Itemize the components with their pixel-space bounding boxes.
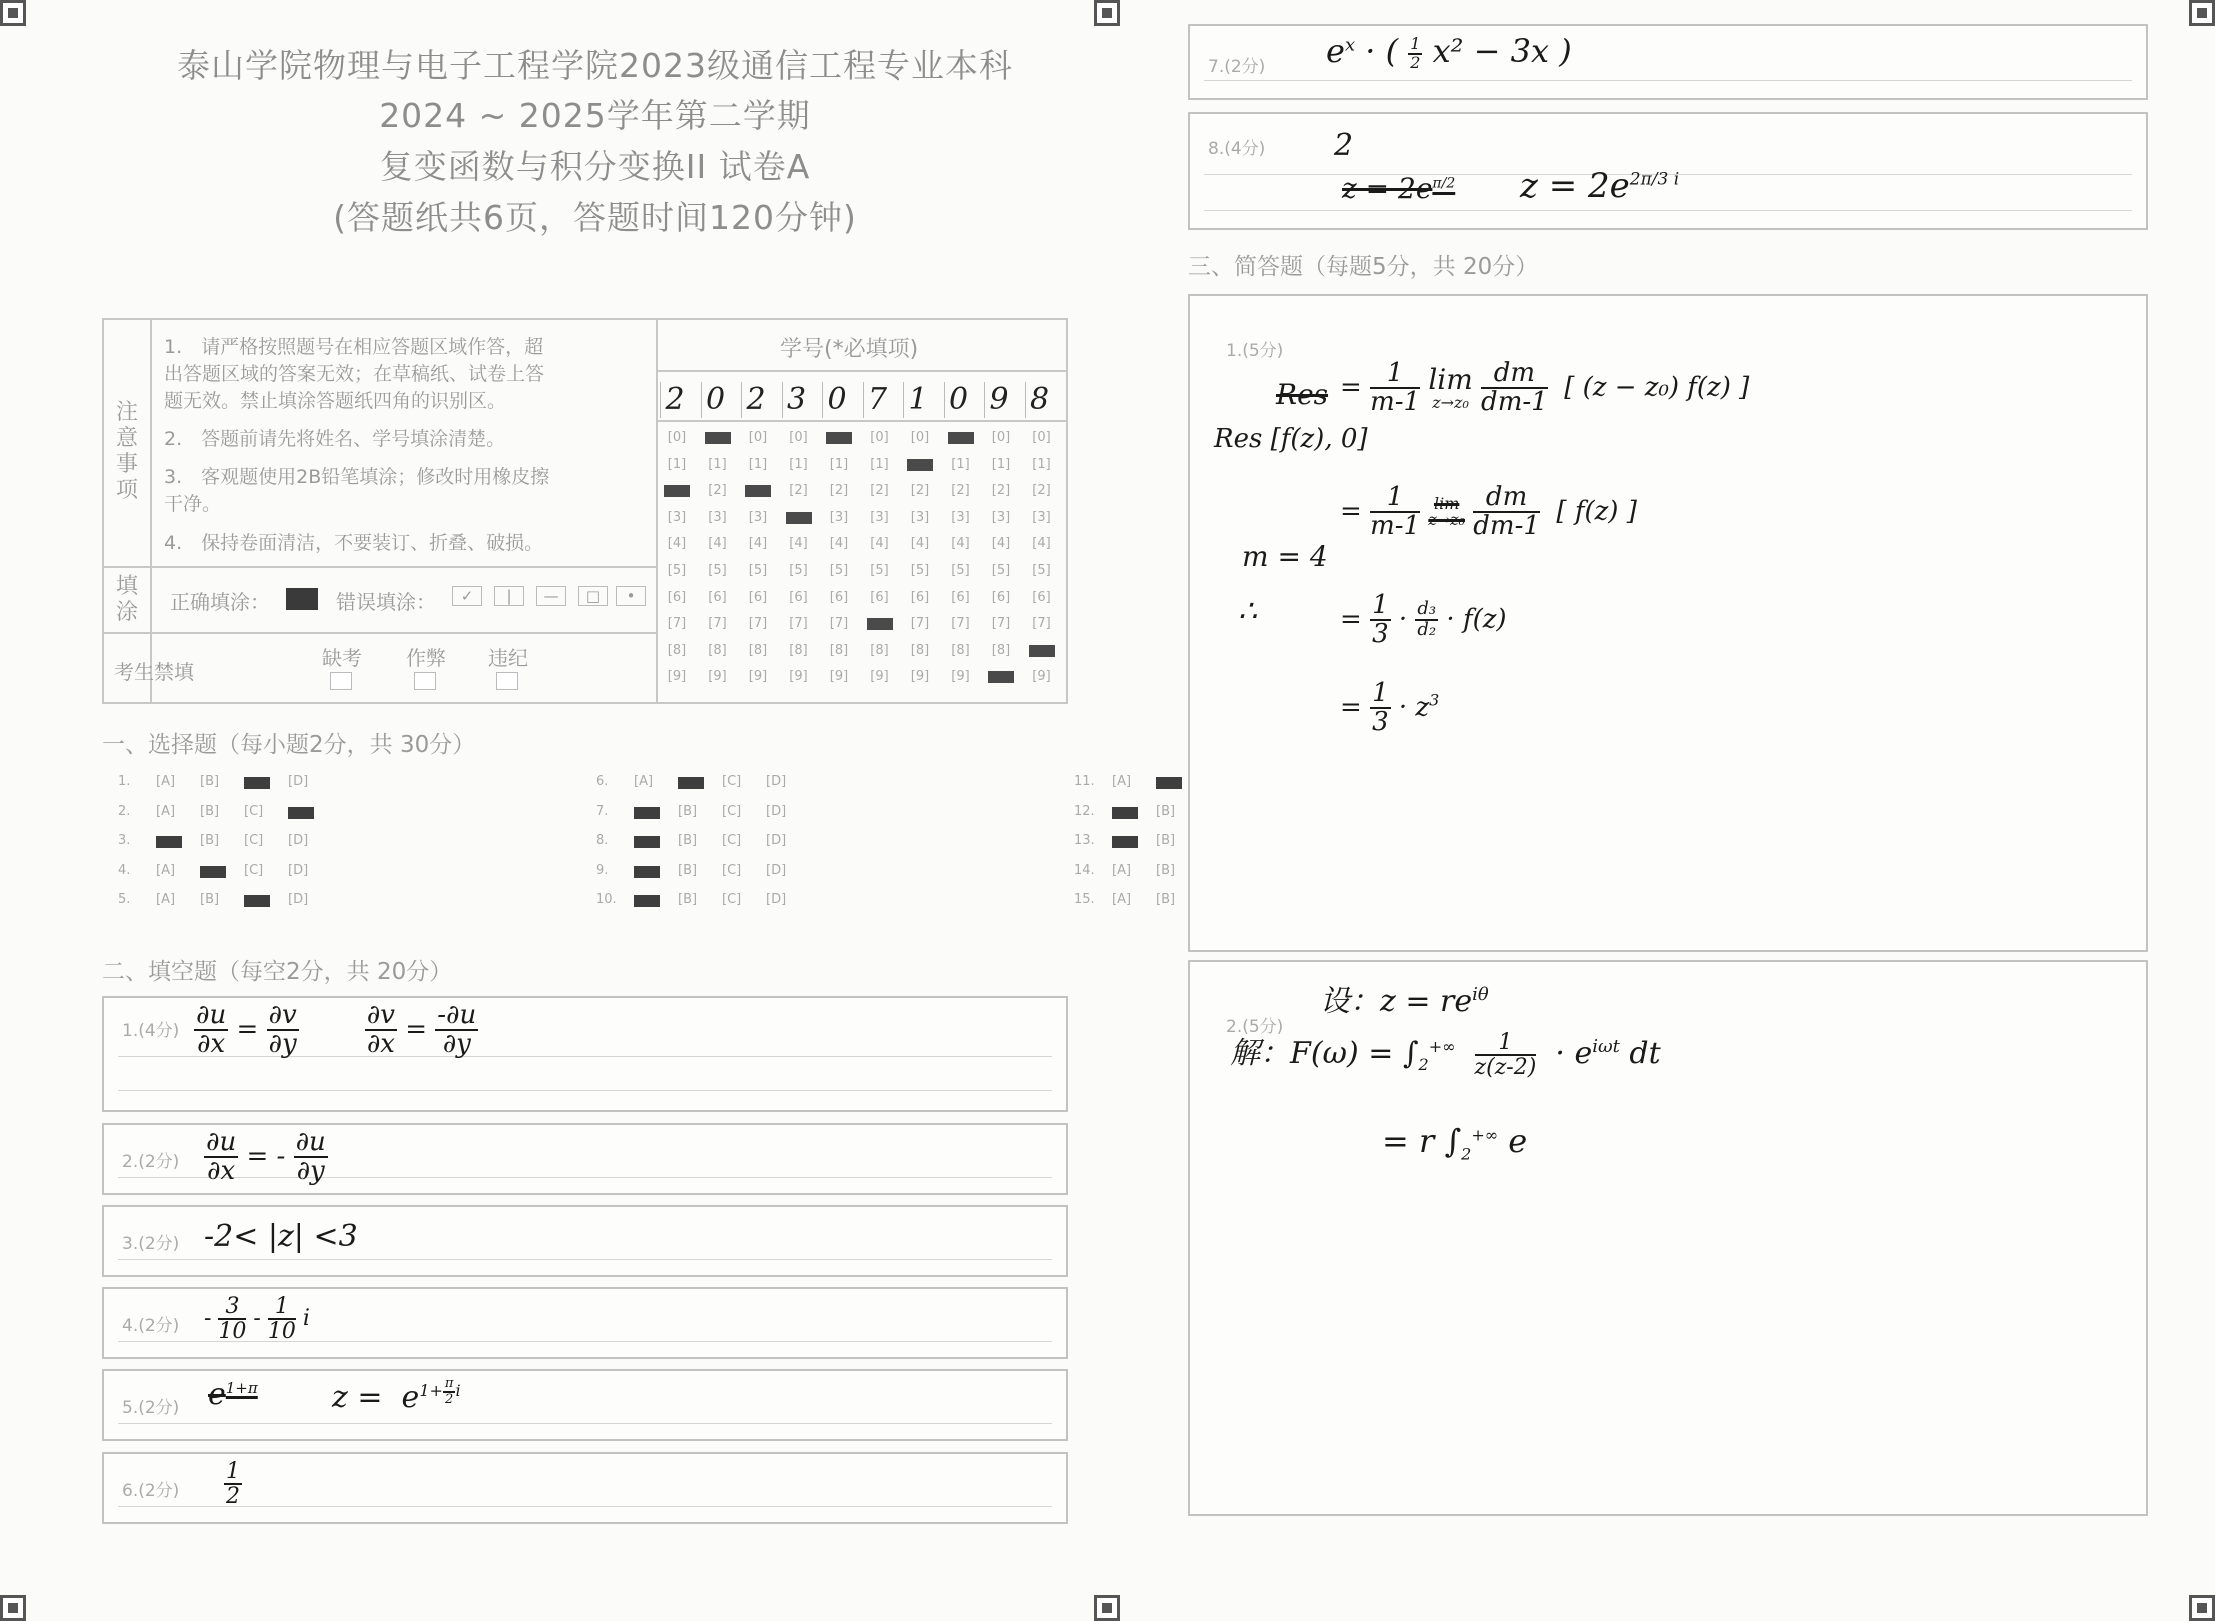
section3-title: 三、简答题（每题5分，共 20分）: [1188, 254, 1539, 280]
mc-bubble-filled[interactable]: [678, 777, 704, 789]
handwritten-m-value: m = 4: [1242, 540, 1328, 573]
mc-bubble[interactable]: [C]: [722, 803, 742, 819]
mc-bubble[interactable]: [C]: [722, 862, 742, 878]
handwritten-answer-q3: -2< |z| <3: [204, 1219, 358, 1254]
wrong-mark-sample: —: [536, 586, 566, 606]
mc-bubble-filled[interactable]: [244, 777, 270, 789]
id-bubble[interactable]: [6]: [748, 589, 768, 605]
id-bubble[interactable]: [5]: [951, 563, 970, 578]
id-bubble[interactable]: [4]: [667, 536, 687, 552]
id-bubble[interactable]: [5]: [789, 563, 808, 578]
id-bubble[interactable]: [1]: [951, 456, 970, 472]
id-bubble[interactable]: [3]: [991, 509, 1011, 525]
handwritten-answer-q2: $\frac{\partial u}{\partial x}$ = - $\frac{\partial u}{\partial y}$: [206, 1127, 326, 1187]
mc-bubble[interactable]: [B]: [1156, 862, 1176, 878]
id-bubble[interactable]: [1]: [748, 456, 768, 472]
question-label: 1.(5分): [1226, 341, 1284, 361]
exam-title-line1: 泰山学院物理与电子工程学院2023级通信工程专业本科: [177, 46, 1013, 85]
mc-bubble[interactable]: [B]: [1156, 833, 1176, 848]
mc-bubble[interactable]: [D]: [766, 892, 787, 907]
id-bubble[interactable]: [0]: [910, 430, 930, 445]
mc-bubble[interactable]: [C]: [244, 833, 264, 848]
id-bubble[interactable]: [8]: [708, 642, 727, 658]
mc-bubble[interactable]: [D]: [766, 774, 787, 789]
notice-item: 干净。: [164, 493, 222, 515]
mc-bubble[interactable]: [D]: [766, 803, 787, 819]
id-bubble[interactable]: [8]: [991, 642, 1011, 658]
id-bubble[interactable]: [6]: [951, 589, 970, 605]
answer-box-q8[interactable]: [1188, 112, 2148, 230]
mc-bubble[interactable]: [A]: [634, 774, 654, 789]
id-bubble[interactable]: [2]: [829, 483, 849, 499]
notice-item: 3. 客观题使用2B铅笔填涂；修改时用橡皮擦: [164, 466, 550, 488]
mc-bubble-filled[interactable]: [156, 836, 182, 848]
notice-item: 题无效。禁止填涂答题纸四角的识别区。: [164, 390, 507, 412]
mc-bubble[interactable]: [B]: [200, 774, 220, 789]
section1-title: 一、选择题（每小题2分，共 30分）: [102, 732, 476, 758]
id-bubble[interactable]: [3]: [951, 509, 970, 525]
id-bubble[interactable]: [5]: [910, 563, 930, 578]
exam-title-line4: (答题纸共6页，答题时间120分钟): [333, 198, 857, 237]
status-violation-label: 违纪: [488, 646, 528, 670]
id-bubble[interactable]: [2]: [870, 483, 889, 499]
id-bubble-filled[interactable]: [988, 671, 1014, 683]
handwritten-answer-q8-second: $z = 2e^{2\pi/3 i}$: [1520, 166, 1680, 206]
id-bubble[interactable]: [9]: [910, 669, 930, 685]
id-bubble[interactable]: [9]: [829, 669, 849, 685]
status-cheat-checkbox[interactable]: [414, 672, 436, 690]
id-bubble[interactable]: [0]: [748, 430, 768, 445]
id-bubble[interactable]: [4]: [951, 536, 970, 552]
fill-correct-sample: [286, 588, 318, 610]
answer-box-q1[interactable]: [102, 996, 1068, 1112]
handwritten-answer-q6: $\frac{1}{2}$: [226, 1459, 240, 1510]
id-bubble[interactable]: [6]: [708, 589, 727, 605]
mc-bubble[interactable]: [B]: [200, 803, 220, 819]
answer-box-q5[interactable]: [102, 1369, 1068, 1441]
handwritten-work-line3: = $\frac{1}{3}$ · $\frac{\text{d₃}}{\text{d₂}}$ · f(z): [1340, 590, 1507, 650]
notice-panel: [102, 318, 1068, 704]
id-bubble[interactable]: [7]: [708, 616, 727, 632]
id-bubble[interactable]: [9]: [1032, 669, 1051, 685]
mc-question-number: 5.: [118, 892, 131, 907]
id-bubble[interactable]: [2]: [1032, 483, 1051, 499]
id-bubble[interactable]: [6]: [991, 589, 1011, 605]
id-bubble[interactable]: [0]: [991, 430, 1011, 445]
mc-bubble[interactable]: [B]: [678, 862, 698, 878]
id-bubble[interactable]: [1]: [708, 456, 727, 472]
mc-bubble[interactable]: [D]: [288, 892, 309, 907]
answer-box-q7[interactable]: [1188, 24, 2148, 100]
id-bubble[interactable]: [8]: [829, 642, 849, 658]
id-bubble[interactable]: [3]: [870, 509, 889, 525]
question-label: 6.(2分): [122, 1481, 180, 1501]
id-bubble[interactable]: [5]: [667, 563, 687, 578]
mc-question-number: 13.: [1074, 833, 1095, 848]
id-bubble[interactable]: [0]: [1032, 430, 1051, 445]
id-bubble[interactable]: [5]: [991, 563, 1011, 578]
id-bubble[interactable]: [5]: [748, 563, 768, 578]
answer-box-q6[interactable]: [102, 1452, 1068, 1524]
section2-title: 二、填空题（每空2分，共 20分）: [102, 959, 453, 985]
corner-mark-bottom-center: [1094, 1595, 1120, 1621]
fill-label: 填涂: [115, 574, 138, 625]
mc-question-number: 6.: [596, 774, 609, 789]
mc-bubble[interactable]: [C]: [244, 862, 264, 878]
id-bubble[interactable]: [6]: [789, 589, 808, 605]
mc-question-number: 10.: [596, 892, 617, 907]
id-bubble[interactable]: [8]: [748, 642, 768, 658]
mc-bubble[interactable]: [A]: [156, 803, 176, 819]
wrong-mark-sample: |: [494, 586, 524, 606]
id-bubble[interactable]: [3]: [748, 509, 768, 525]
id-bubble[interactable]: [5]: [1032, 563, 1051, 578]
fill-wrong-label: 错误填涂：: [336, 590, 436, 614]
question-label: 3.(2分): [122, 1234, 180, 1254]
mc-bubble[interactable]: [C]: [722, 833, 742, 848]
mc-bubble[interactable]: [C]: [722, 892, 742, 907]
question-label: 1.(4分): [122, 1021, 180, 1041]
mc-question-number: 7.: [596, 803, 609, 819]
mc-question-number: 15.: [1074, 892, 1095, 907]
id-bubble-filled[interactable]: [1029, 645, 1055, 657]
id-bubble[interactable]: [9]: [870, 669, 889, 685]
answer-box-q3[interactable]: [102, 1205, 1068, 1277]
student-id-digit: 2: [741, 382, 770, 418]
solution-label: 解：: [1230, 1036, 1290, 1071]
id-bubble[interactable]: [7]: [910, 616, 930, 632]
mc-bubble[interactable]: [A]: [156, 862, 176, 878]
id-bubble[interactable]: [4]: [870, 536, 889, 552]
mc-bubble[interactable]: [B]: [1156, 803, 1176, 819]
student-id-title: 学号(*必填项): [780, 337, 919, 362]
id-bubble[interactable]: [1]: [829, 456, 849, 472]
mc-question-number: 4.: [118, 862, 131, 878]
mc-bubble-filled[interactable]: [634, 895, 660, 907]
mc-question-number: 1.: [118, 774, 131, 789]
handwritten-solution-line2: = r $\int_2^{+\infty}$ e: [1382, 1122, 1528, 1164]
wrong-mark-sample: ✓: [452, 586, 482, 606]
mc-question-number: 11.: [1074, 774, 1095, 789]
id-bubble-filled[interactable]: [867, 618, 893, 630]
id-bubble[interactable]: [6]: [829, 589, 849, 605]
status-violation-checkbox[interactable]: [496, 672, 518, 690]
id-bubble[interactable]: [8]: [789, 642, 808, 658]
id-bubble-filled[interactable]: [948, 432, 974, 444]
question-label: 2.(5分): [1226, 1017, 1284, 1037]
id-bubble[interactable]: [6]: [1032, 589, 1051, 605]
id-bubble[interactable]: [5]: [829, 563, 849, 578]
question-label: 8.(4分): [1208, 139, 1266, 159]
id-bubble[interactable]: [4]: [910, 536, 930, 552]
id-bubble[interactable]: [2]: [991, 483, 1011, 499]
id-bubble[interactable]: [3]: [708, 509, 727, 525]
id-bubble[interactable]: [6]: [667, 589, 687, 605]
corner-mark-top-center: [1094, 0, 1120, 26]
student-id-digit: 2: [660, 382, 689, 418]
exam-title-line3: 复变函数与积分变换II 试卷A: [379, 147, 811, 186]
mc-bubble-filled[interactable]: [288, 807, 314, 819]
mc-bubble[interactable]: [D]: [288, 774, 309, 789]
mc-question-number: 2.: [118, 803, 131, 819]
id-bubble[interactable]: [9]: [708, 669, 727, 685]
id-bubble[interactable]: [4]: [829, 536, 849, 552]
corner-mark-bottom-right: [2189, 1595, 2215, 1621]
crossed-out-work: $e^{1+\pi}$: [208, 1377, 258, 1412]
id-bubble[interactable]: [8]: [870, 642, 889, 658]
answer-box-s3-q1[interactable]: [1188, 294, 2148, 952]
id-bubble[interactable]: [7]: [748, 616, 768, 632]
id-bubble[interactable]: [2]: [951, 483, 970, 499]
wrong-mark-sample: •: [616, 586, 646, 606]
crossed-out-work: $z = 2e^{\pi/2}$: [1342, 172, 1456, 205]
handwritten-work-line1: = $\frac{1}{m-1}$ lim z→z₀ $\frac{dm}{dm-1}$ [ (z − z₀) f(z) ]: [1340, 358, 1750, 418]
id-bubble[interactable]: [2]: [910, 483, 930, 499]
notice-item: 4. 保持卷面清洁，不要装订、折叠、破损。: [164, 532, 544, 554]
id-bubble[interactable]: [6]: [910, 589, 930, 605]
notice-item: 1. 请严格按照题号在相应答题区域作答，超: [164, 336, 544, 358]
mc-bubble[interactable]: [B]: [678, 803, 698, 819]
corner-mark-top-left: [0, 0, 26, 26]
notice-item: 出答题区域的答案无效；在草稿纸、试卷上答: [164, 363, 545, 385]
mc-bubble[interactable]: [A]: [1112, 862, 1132, 878]
id-bubble[interactable]: [3]: [667, 509, 687, 525]
id-bubble[interactable]: [1]: [870, 456, 889, 472]
z-equals: z =: [332, 1380, 393, 1416]
id-bubble[interactable]: [4]: [789, 536, 808, 552]
handwritten-res-label: Res [f(z), 0]: [1214, 424, 1368, 454]
id-bubble-filled[interactable]: [745, 485, 771, 497]
mc-bubble[interactable]: [A]: [1112, 892, 1132, 907]
student-id-digit: 0: [701, 382, 730, 418]
corner-mark-bottom-left: [0, 1595, 26, 1621]
id-bubble[interactable]: [4]: [708, 536, 727, 552]
id-bubble[interactable]: [7]: [991, 616, 1011, 632]
mc-question-number: 9.: [596, 862, 609, 878]
id-bubble[interactable]: [5]: [708, 563, 727, 578]
notice-label: 注意事项: [115, 400, 138, 503]
question-label: 5.(2分): [122, 1398, 180, 1418]
id-bubble[interactable]: [7]: [789, 616, 808, 632]
wrong-mark-sample: □: [578, 586, 608, 606]
mc-bubble[interactable]: [A]: [156, 774, 176, 789]
status-absent-label: 缺考: [322, 646, 362, 670]
mc-bubble-filled[interactable]: [1112, 836, 1138, 848]
fill-correct-label: 正确填涂：: [170, 590, 270, 614]
id-bubble[interactable]: [3]: [910, 509, 930, 525]
student-id-digit: 3: [782, 382, 811, 418]
id-bubble[interactable]: [4]: [991, 536, 1011, 552]
mc-bubble[interactable]: [A]: [156, 892, 176, 907]
notice-item: 2. 答题前请先将姓名、学号填涂清楚。: [164, 428, 506, 450]
id-bubble[interactable]: [7]: [829, 616, 849, 632]
id-bubble[interactable]: [8]: [910, 642, 930, 658]
id-bubble[interactable]: [9]: [667, 669, 687, 685]
mc-bubble[interactable]: [B]: [200, 892, 220, 907]
id-bubble-filled[interactable]: [826, 432, 852, 444]
mc-question-number: 14.: [1074, 862, 1095, 878]
mc-bubble[interactable]: [B]: [200, 833, 220, 848]
id-bubble[interactable]: [9]: [748, 669, 768, 685]
crossed-out-work: Res: [1276, 378, 1329, 411]
student-id-digit: 7: [863, 382, 892, 418]
id-bubble[interactable]: [0]: [789, 430, 808, 445]
id-bubble-filled[interactable]: [786, 512, 812, 524]
id-bubble[interactable]: [9]: [951, 669, 970, 685]
mc-bubble[interactable]: [A]: [1112, 774, 1132, 789]
id-bubble-filled[interactable]: [907, 459, 933, 471]
handwritten-work-line2: = $\frac{1}{m-1}$ lim z→z₀ $\frac{dm}{dm-1}$ [ f(z) ]: [1340, 482, 1637, 542]
student-id-digit: 1: [903, 382, 932, 418]
mc-bubble[interactable]: [D]: [288, 833, 309, 848]
mc-bubble[interactable]: [B]: [1156, 892, 1176, 907]
handwritten-answer-q4: - $\frac{3}{10}$ - $\frac{1}{10}$ i: [204, 1294, 310, 1345]
mc-bubble-filled[interactable]: [634, 866, 660, 878]
mc-bubble-filled[interactable]: [1156, 777, 1182, 789]
id-bubble[interactable]: [7]: [1032, 616, 1051, 632]
status-label: 考生禁填: [114, 660, 194, 684]
id-bubble[interactable]: [1]: [789, 456, 808, 472]
id-bubble[interactable]: [1]: [667, 456, 687, 472]
mc-bubble[interactable]: [B]: [678, 833, 698, 848]
status-cheat-label: 作弊: [406, 646, 446, 670]
mc-bubble-filled[interactable]: [634, 836, 660, 848]
question-label: 4.(2分): [122, 1316, 180, 1336]
id-bubble[interactable]: [3]: [829, 509, 849, 525]
mc-question-number: 3.: [118, 833, 131, 848]
id-bubble[interactable]: [2]: [708, 483, 727, 499]
answer-box-q2[interactable]: [102, 1123, 1068, 1195]
id-bubble[interactable]: [4]: [748, 536, 768, 552]
id-bubble[interactable]: [0]: [667, 430, 687, 445]
handwritten-answer-q8-first: 2: [1334, 128, 1354, 163]
student-id-digit: 9: [984, 382, 1013, 418]
id-bubble[interactable]: [8]: [951, 642, 970, 658]
mc-bubble[interactable]: [D]: [766, 833, 787, 848]
exam-title-line2: 2024 ~ 2025学年第二学期: [379, 96, 811, 135]
handwritten-substitution: 设：$z = re^{i\theta}$: [1320, 984, 1489, 1019]
handwritten-solution-line1: 解：$F(\omega) = \int_2^{+\infty}$ $\frac{1}{z(z-2)}$ · $e^{i\omega t}$ dt: [1230, 1029, 1661, 1080]
id-bubble[interactable]: [3]: [1032, 509, 1051, 525]
answer-box-s3-q2[interactable]: [1188, 960, 2148, 1516]
student-id-digit: 8: [1025, 382, 1054, 418]
mc-bubble-filled[interactable]: [200, 866, 226, 878]
id-bubble[interactable]: [7]: [667, 616, 687, 632]
student-id-digit: 0: [944, 382, 973, 418]
mc-bubble-filled[interactable]: [634, 807, 660, 819]
id-bubble-filled[interactable]: [664, 485, 690, 497]
question-label: 2.(2分): [122, 1152, 180, 1172]
handwritten-work-line4: = $\frac{1}{3}$ · $z^3$: [1340, 678, 1440, 738]
mc-bubble-filled[interactable]: [1112, 807, 1138, 819]
mc-question-number: 8.: [596, 833, 609, 848]
mc-bubble[interactable]: [B]: [678, 892, 698, 907]
id-bubble[interactable]: [0]: [870, 430, 889, 445]
status-absent-checkbox[interactable]: [330, 672, 352, 690]
mc-bubble[interactable]: [D]: [288, 862, 309, 878]
mc-question-number: 12.: [1074, 803, 1095, 819]
therefore-symbol: ∴: [1238, 594, 1258, 629]
handwritten-answer-q1: $\frac{\partial u}{\partial x}$ = $\frac{\partial v}{\partial y}$ $\frac{\partial v}{\partial x}$ = $\frac{-\partial u}{\partial y}$: [196, 1000, 477, 1060]
id-bubble[interactable]: [7]: [951, 616, 970, 632]
id-bubble[interactable]: [8]: [667, 642, 687, 658]
id-bubble[interactable]: [9]: [789, 669, 808, 685]
handwritten-answer-q7: $e^x$ · ( $\frac{1}{2}$ x² − 3x ): [1326, 32, 1572, 72]
handwritten-answer-q5: $z = e^{1+ \frac{\pi}{2} i}$: [332, 1376, 461, 1416]
mc-bubble[interactable]: [D]: [766, 862, 787, 878]
mc-bubble-filled[interactable]: [244, 895, 270, 907]
id-bubble[interactable]: [1]: [1032, 456, 1051, 472]
question-label: 7.(2分): [1208, 57, 1266, 77]
mc-bubble[interactable]: [C]: [244, 803, 264, 819]
id-bubble[interactable]: [4]: [1032, 536, 1051, 552]
corner-mark-top-right: [2189, 0, 2215, 26]
id-bubble-filled[interactable]: [705, 432, 731, 444]
student-id-digit: 0: [822, 382, 851, 418]
answer-box-q4[interactable]: [102, 1287, 1068, 1359]
id-bubble[interactable]: [2]: [789, 483, 808, 499]
id-bubble[interactable]: [5]: [870, 563, 889, 578]
id-bubble[interactable]: [6]: [870, 589, 889, 605]
id-bubble[interactable]: [1]: [991, 456, 1011, 472]
set-line-text: 设：z = re: [1320, 984, 1473, 1019]
mc-bubble[interactable]: [C]: [722, 774, 742, 789]
